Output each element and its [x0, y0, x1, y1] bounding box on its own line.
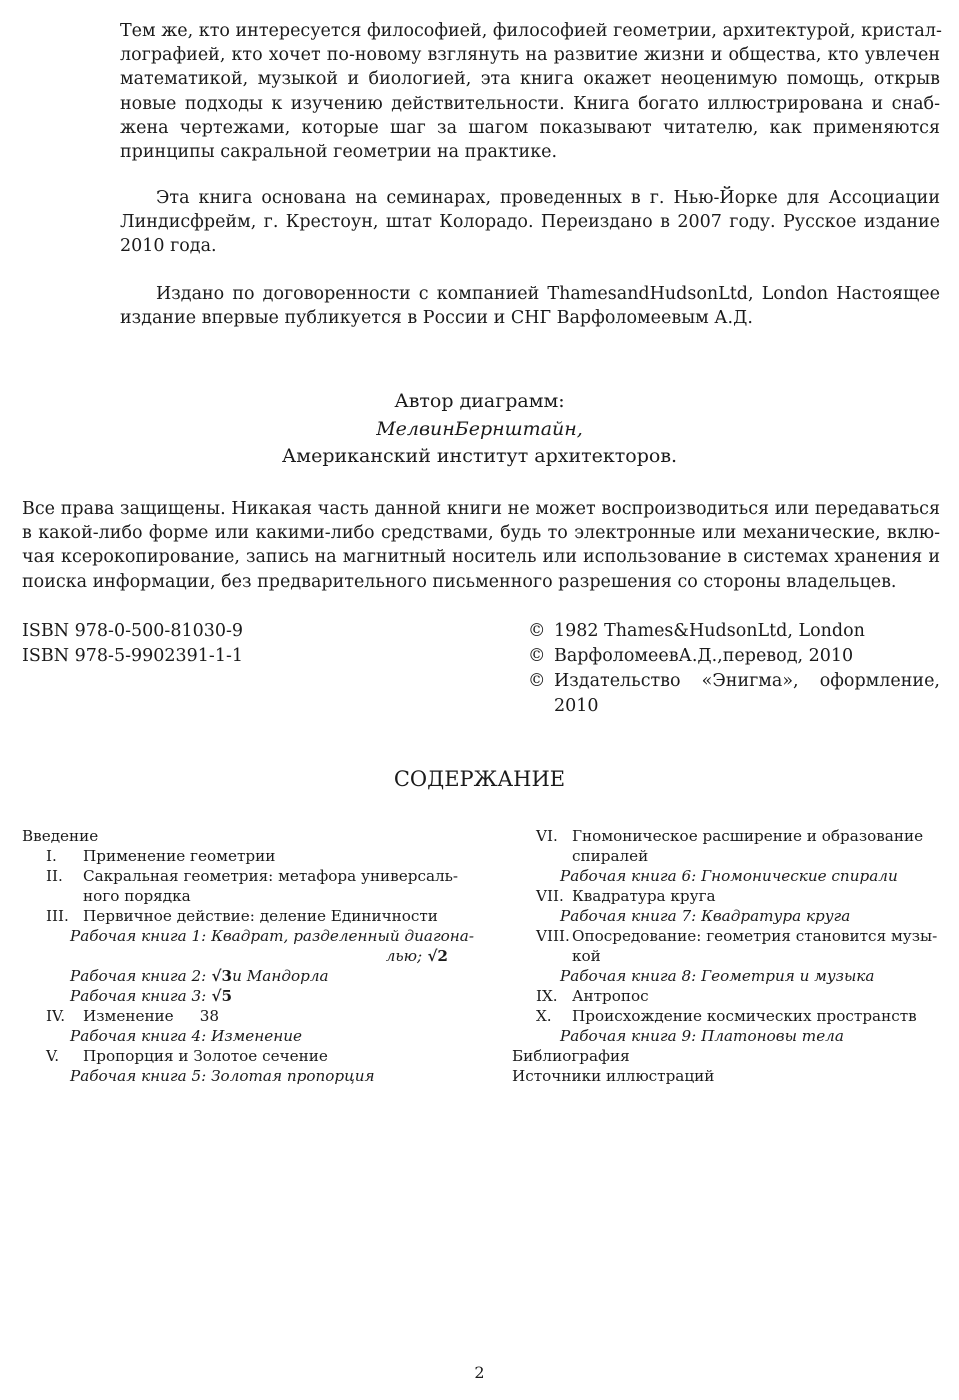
- toc-entry: [512, 866, 942, 886]
- toc-label: [572, 946, 601, 966]
- diagram-credits-heading: Автор диаграмм:: [394, 390, 565, 412]
- toc-entry: [512, 846, 942, 866]
- diagram-credits: [0, 388, 959, 471]
- toc-label: [83, 866, 458, 886]
- toc-label-text: Происхождение космических пространств: [572, 1007, 917, 1025]
- toc-title: СОДЕРЖАНИЕ: [393, 767, 566, 791]
- toc-entry: [512, 946, 942, 966]
- toc-entry: [22, 846, 462, 866]
- toc-label: [83, 1006, 219, 1026]
- toc-label-text: кой: [572, 947, 601, 965]
- toc-label: [572, 826, 923, 846]
- intro-paragraph-3: [120, 282, 940, 330]
- copyright-text: Издательство «Энигма», оформление,: [554, 671, 940, 691]
- toc-label: [83, 886, 191, 906]
- toc-label: [572, 846, 648, 866]
- toc-chapter-number: VIII.: [536, 927, 570, 945]
- square-root-symbol: √3: [206, 967, 233, 985]
- toc-label: [83, 846, 275, 866]
- text-line: математикой, музыкой и биологией, эта книга окажет неоценимую помощь, открыв: [120, 69, 940, 90]
- copyright-text: 1982 Thames&HudsonLtd, London: [554, 621, 865, 641]
- toc-workbook-label: [386, 946, 448, 966]
- toc-label-text: Первичное действие: деление Единичности: [83, 907, 438, 925]
- toc-workbook-label: [70, 1066, 375, 1086]
- toc-chapter-number: V.: [46, 1047, 60, 1065]
- toc-page-number: 38: [199, 1007, 220, 1025]
- text-line: 2010 года.: [120, 236, 217, 257]
- toc-chapter-number: I.: [46, 847, 57, 865]
- toc-entry: [22, 866, 462, 886]
- toc-label: [572, 926, 937, 946]
- toc-workbook-label: [560, 1026, 844, 1046]
- toc-label-text: Рабочая книга 9: Платоновы тела: [560, 1027, 844, 1045]
- intro-paragraph-2: [120, 186, 940, 259]
- toc-chapter-number: IX.: [536, 987, 558, 1005]
- toc-entry: [512, 1026, 942, 1046]
- toc-label-text: Рабочая книга 7: Квадратура круга: [560, 907, 851, 925]
- text-line: Линдисфрейм, г. Крестоун, штат Колорадо. Переиздано в 2007 году. Русское издание: [120, 212, 940, 233]
- toc-entry: [22, 1026, 462, 1046]
- toc-label-text: Рабочая книга 3:: [70, 987, 207, 1005]
- toc-label-text: Библиография: [512, 1047, 630, 1065]
- toc-entry: [512, 1006, 942, 1026]
- toc-label-text: Рабочая книга 5: Золотая пропорция: [70, 1067, 375, 1085]
- text-line: Эта книга основана на семинарах, проведенных в г. Нью-Йорке для Ассоциации: [156, 188, 940, 208]
- toc-chapter-number: III.: [46, 907, 69, 925]
- copyright-line: [528, 694, 940, 719]
- toc-chapter-number: VI.: [536, 827, 558, 845]
- toc-entry: [22, 986, 462, 1006]
- text-line: Все права защищены. Никакая часть данной книги не может воспроизводиться или передаваться: [22, 499, 940, 519]
- toc-label-text: Рабочая книга 2:: [70, 967, 207, 985]
- diagram-author: МелвинБернштайн,: [376, 417, 583, 440]
- isbn-line: ISBN 978-0-500-81030-9: [22, 621, 244, 641]
- toc-label: [572, 1006, 917, 1026]
- copyright-line: [528, 619, 940, 644]
- toc-workbook-label: [70, 1026, 302, 1046]
- toc-entry: [22, 966, 462, 986]
- toc-label-suffix: и Мандорла: [232, 967, 329, 985]
- copyright-symbol: ©: [528, 621, 546, 641]
- page-number: 2: [474, 1363, 485, 1382]
- isbn-line: ISBN 978-5-9902391-1-1: [22, 646, 244, 666]
- toc-entry: [512, 886, 942, 906]
- copyright-text: 2010: [554, 696, 599, 716]
- toc-entry: [512, 906, 942, 926]
- toc-entry: [22, 906, 462, 926]
- toc-entry: [22, 1006, 462, 1026]
- copyright-indent: [528, 694, 554, 719]
- copyright-block: [528, 619, 940, 719]
- text-line: принципы сакральной геометрии на практике.: [120, 141, 558, 162]
- toc-workbook-label: [560, 866, 898, 886]
- toc-label-text: Рабочая книга 8: Геометрия и музыка: [560, 967, 875, 985]
- toc-label-text: Антропос: [572, 987, 649, 1005]
- toc-workbook-label: [70, 966, 329, 986]
- toc-chapter-number: II.: [46, 867, 63, 885]
- toc-label-text: Источники иллюстраций: [512, 1067, 715, 1085]
- toc-label: [512, 1066, 714, 1086]
- toc-label: [512, 1046, 630, 1066]
- toc-label-text: Сакральная геометрия: метафора универсаль-: [83, 867, 459, 885]
- square-root-symbol: √2: [422, 947, 448, 965]
- toc-workbook-label: [560, 906, 850, 926]
- toc-label: [572, 886, 716, 906]
- toc-label-text: Гномоническое расширение и образование: [572, 827, 924, 845]
- toc-entry: [22, 826, 462, 846]
- copyright-symbol: ©: [528, 671, 546, 691]
- intro-paragraph-1: [120, 19, 940, 164]
- text-line: Тем же, кто интересуется философией, философией геометрии, архитектурой, кристал-: [120, 21, 942, 41]
- text-line: издание впервые публикуется в России и СНГ Варфоломеевым А.Д.: [120, 308, 753, 329]
- toc-entry: [22, 886, 462, 906]
- diagram-affiliation: Американский институт архитекторов.: [281, 445, 678, 467]
- toc-left-column: [22, 826, 474, 1086]
- toc-label-text: Рабочая книга 4: Изменение: [70, 1027, 302, 1045]
- toc-right-column: [512, 826, 942, 1086]
- isbn-block: [22, 619, 243, 669]
- toc-entry: [22, 1046, 462, 1066]
- toc-entry: [512, 826, 942, 846]
- toc-chapter-number: X.: [536, 1007, 552, 1025]
- rights-notice: [22, 497, 940, 594]
- toc-label-text: спиралей: [572, 847, 649, 865]
- copyright-line: [528, 669, 940, 694]
- toc-label-text: Введение: [22, 827, 99, 845]
- text-line: лографией, кто хочет по-новому взглянуть на развитие жизни и общества, кто увлечен: [120, 45, 940, 66]
- toc-label-text: Применение геометрии: [83, 847, 276, 865]
- toc-label-text: ного порядка: [83, 887, 191, 905]
- toc-label: [83, 906, 438, 926]
- toc-label: [572, 986, 649, 1006]
- toc-label-text: Квадратура круга: [572, 887, 716, 905]
- toc-entry: [512, 1066, 942, 1086]
- toc-label: [83, 1046, 328, 1066]
- toc-entry: [512, 1046, 942, 1066]
- toc-label-text: Опосредование: геометрия становится музы-: [572, 927, 938, 945]
- text-line: чая ксерокопирование, запись на магнитный носитель или использование в системах хранения и: [22, 547, 940, 568]
- toc-workbook-label: [70, 986, 232, 1006]
- toc-label-text: Изменение: [83, 1007, 174, 1025]
- toc-chapter-number: IV.: [46, 1007, 66, 1025]
- text-line: Издано по договоренности с компанией ThamesandHudsonLtd, London Настоящее: [156, 284, 940, 304]
- toc-label-text: Рабочая книга 6: Гномонические спирали: [560, 867, 898, 885]
- text-line: жена чертежами, которые шаг за шагом показывают читателю, как применяются: [120, 117, 940, 138]
- text-line: в какой-либо форме или какими-либо средствами, будь то электронные или механические, вклю-: [22, 523, 940, 544]
- toc-chapter-number: VII.: [536, 887, 564, 905]
- toc-label-text: лью;: [385, 947, 423, 965]
- toc-entry: [512, 966, 942, 986]
- text-line: новые подходы к изучению действительности. Книга богато иллюстрирована и снаб-: [120, 93, 940, 114]
- toc-workbook-label: [70, 926, 474, 946]
- copyright-text: ВарфоломеевА.Д.,перевод, 2010: [554, 646, 854, 666]
- square-root-symbol: √5: [206, 987, 233, 1005]
- toc-entry: [512, 926, 942, 946]
- copyright-symbol: ©: [528, 646, 546, 666]
- toc-workbook-label: [560, 966, 874, 986]
- toc-entry: [22, 946, 462, 966]
- copyright-line: [528, 644, 940, 669]
- text-line: поиска информации, без предварительного письменного разрешения со стороны владельцев.: [22, 571, 897, 592]
- toc-label: [22, 826, 98, 846]
- toc-entry: [22, 1066, 462, 1086]
- toc-label-text: Пропорция и Золотое сечение: [83, 1047, 328, 1065]
- toc-entry: [512, 986, 942, 1006]
- toc-entry: [22, 926, 474, 946]
- toc-label-text: Рабочая книга 1: Квадрат, разделенный диагона-: [70, 927, 474, 945]
